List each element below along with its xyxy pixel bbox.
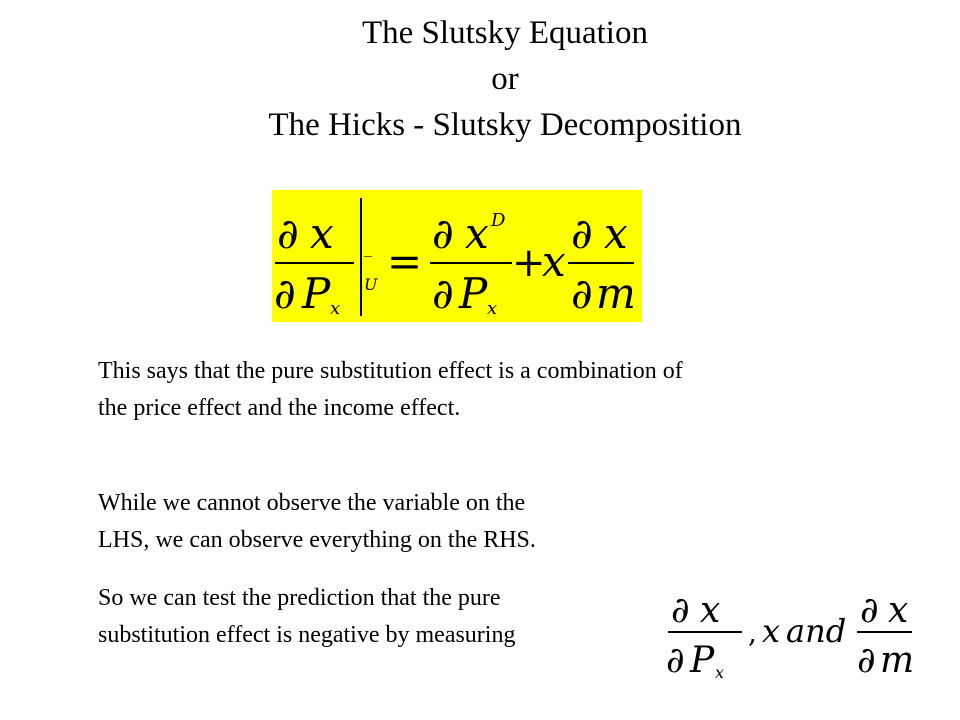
paragraph-observability-line-1: While we cannot observe the variable on the [98, 490, 526, 516]
f1-numerator-partial: ∂ [671, 590, 690, 631]
f1-denominator-partial: ∂ [666, 640, 685, 681]
paragraph-observability-line-2: LHS, we can observe everything on the RHS. [98, 527, 536, 553]
quantity-x: x [762, 612, 781, 650]
f2-denominator-variable: m [880, 640, 915, 681]
slutsky-equation-box [272, 190, 642, 322]
lhs-denominator-subscript: x [330, 298, 341, 319]
middle-fraction [430, 209, 512, 319]
equals-sign: = [387, 237, 423, 286]
conjunction-and: and [786, 612, 847, 650]
mid-numerator-variable: x [465, 209, 489, 258]
slide-title [0, 10, 960, 148]
rhs-multiplier: x [542, 237, 566, 286]
title-line-3: The Hicks - Slutsky Decomposition [268, 107, 742, 143]
paragraph-test-prediction [98, 580, 721, 654]
paragraph-test-line-1: So we can test the prediction that the pure [98, 585, 501, 611]
lhs-denominator-variable: P [302, 269, 331, 318]
price-derivative-fraction [666, 590, 742, 682]
title-line-2: or [491, 61, 519, 97]
income-derivative-fraction [857, 590, 914, 681]
rhs-fraction [568, 209, 636, 318]
slutsky-equation [272, 190, 642, 322]
mid-numerator-partial: ∂ [432, 209, 454, 258]
title-line-1: The Slutsky Equation [362, 15, 648, 51]
rhs-numerator-variable: x [604, 209, 628, 258]
f1-denominator-variable: P [690, 640, 715, 681]
utility-bar-mark: ‾ [364, 253, 372, 272]
paragraph-test-line-2: substitution effect is negative by measuring [98, 622, 516, 648]
constant-utility-label: U [364, 275, 378, 294]
lhs-numerator-partial: ∂ [277, 209, 299, 258]
f1-denominator-subscript: x [715, 663, 725, 682]
f2-numerator-variable: x [888, 590, 909, 631]
measured-quantities-formula [660, 576, 920, 688]
mid-denominator-subscript: x [487, 298, 498, 319]
plus-sign: + [512, 240, 546, 286]
rhs-denominator-variable: m [596, 269, 636, 318]
lhs-fraction [274, 209, 354, 319]
rhs-numerator-partial: ∂ [571, 209, 593, 258]
mid-denominator-variable: P [459, 269, 488, 318]
f2-numerator-partial: ∂ [860, 590, 879, 631]
lhs-numerator-variable: x [310, 209, 334, 258]
lhs-denominator-partial: ∂ [274, 269, 296, 318]
list-separator: , [748, 616, 757, 649]
mid-denominator-partial: ∂ [432, 269, 454, 318]
f2-denominator-partial: ∂ [857, 640, 876, 681]
rhs-denominator-partial: ∂ [571, 269, 593, 318]
f1-numerator-variable: x [700, 590, 721, 631]
paragraph-substitution-effect: This says that the pure substitution effect is a combination of the price effect and the income effect. [98, 358, 683, 421]
paragraph-observability [98, 485, 718, 559]
mid-numerator-superscript: D [491, 210, 506, 231]
